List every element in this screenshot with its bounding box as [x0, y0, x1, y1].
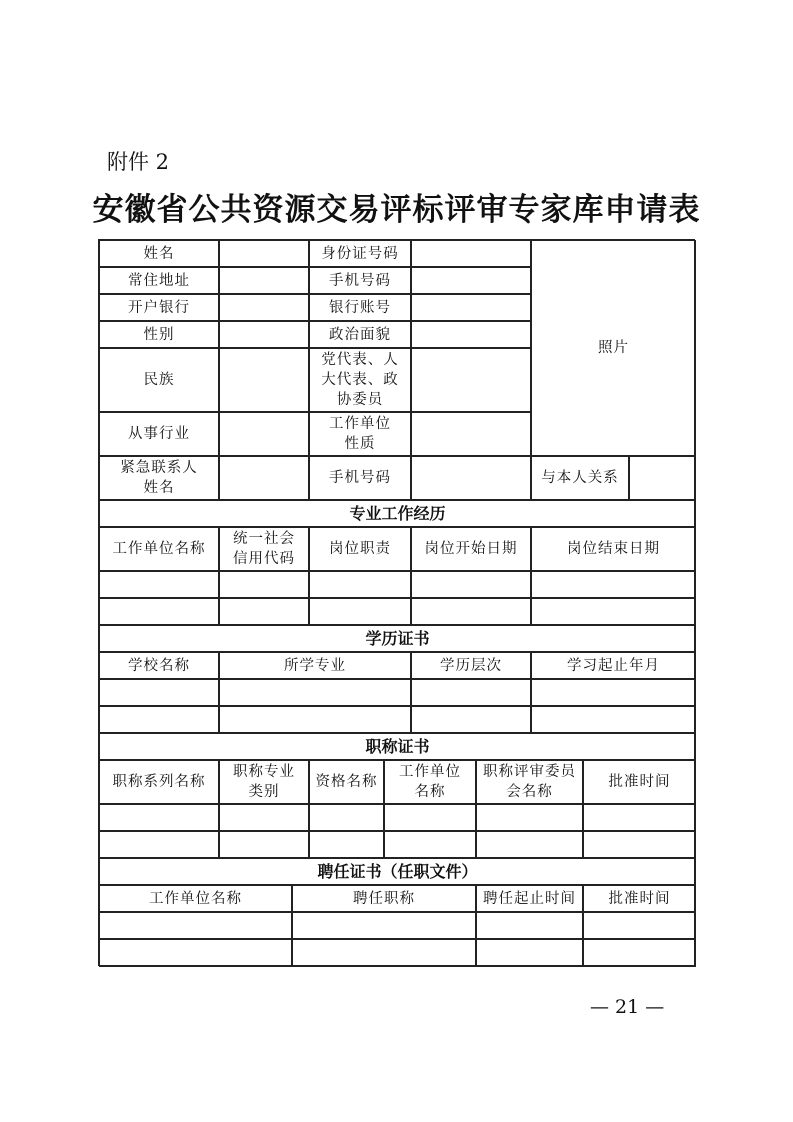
work-row-1-employer[interactable] [99, 571, 219, 598]
appoint-row-2-employer[interactable] [99, 939, 292, 967]
label-relationship: 与本人关系 [531, 456, 629, 500]
edu-header-major: 所学专业 [219, 652, 411, 679]
application-form-table [98, 239, 695, 966]
appoint-row-2-period[interactable] [476, 939, 583, 967]
work-row-2-employer[interactable] [99, 598, 219, 625]
title-header-series: 职称系列名称 [99, 760, 219, 804]
field-bank[interactable] [219, 294, 309, 321]
label-phone: 手机号码 [309, 267, 411, 294]
edu-row-2-school[interactable] [99, 706, 219, 733]
form-title: 安徽省公共资源交易评标评审专家库申请表 [92, 192, 701, 228]
label-party-representative: 党代表、人大代表、政协委员 [309, 348, 411, 412]
work-row-1-duty[interactable] [309, 571, 411, 598]
work-row-1-start[interactable] [411, 571, 531, 598]
edu-header-period: 学习起止年月 [531, 652, 696, 679]
field-party-representative[interactable] [411, 348, 531, 412]
field-name[interactable] [219, 240, 309, 267]
label-name: 姓名 [99, 240, 219, 267]
appoint-row-1-approval-date[interactable] [583, 912, 696, 939]
title-row-2-approval-date[interactable] [583, 831, 696, 858]
section-work-experience: 专业工作经历 [99, 500, 696, 527]
appoint-row-1-title[interactable] [292, 912, 476, 939]
work-header-duty: 岗位职责 [309, 527, 411, 571]
work-row-1-credit-code[interactable] [219, 571, 309, 598]
field-industry[interactable] [219, 412, 309, 456]
label-industry: 从事行业 [99, 412, 219, 456]
title-header-qualification: 资格名称 [309, 760, 384, 804]
edu-row-2-period[interactable] [531, 706, 696, 733]
work-row-2-duty[interactable] [309, 598, 411, 625]
field-ethnicity[interactable] [219, 348, 309, 412]
edu-row-2-major[interactable] [219, 706, 411, 733]
field-bank-account[interactable] [411, 294, 531, 321]
label-ethnicity: 民族 [99, 348, 219, 412]
work-row-1-end[interactable] [531, 571, 696, 598]
title-row-2-series[interactable] [99, 831, 219, 858]
appoint-row-1-employer[interactable] [99, 912, 292, 939]
title-row-2-committee[interactable] [476, 831, 583, 858]
work-row-2-end[interactable] [531, 598, 696, 625]
section-education: 学历证书 [99, 625, 696, 652]
field-employer-type[interactable] [411, 412, 531, 456]
appoint-header-employer: 工作单位名称 [99, 885, 292, 912]
title-row-1-category[interactable] [219, 804, 309, 831]
field-emergency-contact[interactable] [219, 456, 309, 500]
edu-header-level: 学历层次 [411, 652, 531, 679]
title-row-2-qualification[interactable] [309, 831, 384, 858]
field-political-status[interactable] [411, 321, 531, 348]
edu-row-1-major[interactable] [219, 679, 411, 706]
field-id-number[interactable] [411, 240, 531, 267]
work-header-employer: 工作单位名称 [99, 527, 219, 571]
section-professional-title: 职称证书 [99, 733, 696, 760]
title-header-approval-date: 批准时间 [583, 760, 696, 804]
label-political-status: 政治面貌 [309, 321, 411, 348]
section-appointment: 聘任证书（任职文件） [99, 858, 696, 885]
edu-row-1-school[interactable] [99, 679, 219, 706]
title-header-committee: 职称评审委员会名称 [476, 760, 583, 804]
attachment-label: 附件 2 [107, 150, 170, 174]
label-emergency-contact: 紧急联系人姓名 [99, 456, 219, 500]
title-row-2-employer[interactable] [384, 831, 476, 858]
title-row-2-category[interactable] [219, 831, 309, 858]
label-id-number: 身份证号码 [309, 240, 411, 267]
field-phone[interactable] [411, 267, 531, 294]
work-header-start-date: 岗位开始日期 [411, 527, 531, 571]
label-bank-account: 银行账号 [309, 294, 411, 321]
title-header-category: 职称专业类别 [219, 760, 309, 804]
title-header-employer: 工作单位名称 [384, 760, 476, 804]
field-relationship[interactable] [629, 456, 696, 500]
edu-row-2-level[interactable] [411, 706, 531, 733]
field-emergency-phone[interactable] [411, 456, 531, 500]
work-header-end-date: 岗位结束日期 [531, 527, 696, 571]
label-address: 常住地址 [99, 267, 219, 294]
page-number: — 21 — [590, 996, 665, 1018]
field-gender[interactable] [219, 321, 309, 348]
edu-row-1-period[interactable] [531, 679, 696, 706]
work-row-2-credit-code[interactable] [219, 598, 309, 625]
label-gender: 性别 [99, 321, 219, 348]
work-row-2-start[interactable] [411, 598, 531, 625]
label-emergency-phone: 手机号码 [309, 456, 411, 500]
appoint-header-title: 聘任职称 [292, 885, 476, 912]
appoint-row-2-title[interactable] [292, 939, 476, 967]
title-row-1-series[interactable] [99, 804, 219, 831]
edu-row-1-level[interactable] [411, 679, 531, 706]
photo-box[interactable]: 照片 [531, 240, 696, 456]
label-employer-type: 工作单位性质 [309, 412, 411, 456]
title-row-1-approval-date[interactable] [583, 804, 696, 831]
appoint-header-period: 聘任起止时间 [476, 885, 583, 912]
title-row-1-employer[interactable] [384, 804, 476, 831]
work-header-credit-code: 统一社会信用代码 [219, 527, 309, 571]
appoint-row-2-approval-date[interactable] [583, 939, 696, 967]
appoint-row-1-period[interactable] [476, 912, 583, 939]
appoint-header-approval-date: 批准时间 [583, 885, 696, 912]
title-row-1-qualification[interactable] [309, 804, 384, 831]
label-bank: 开户银行 [99, 294, 219, 321]
title-row-1-committee[interactable] [476, 804, 583, 831]
edu-header-school: 学校名称 [99, 652, 219, 679]
field-address[interactable] [219, 267, 309, 294]
